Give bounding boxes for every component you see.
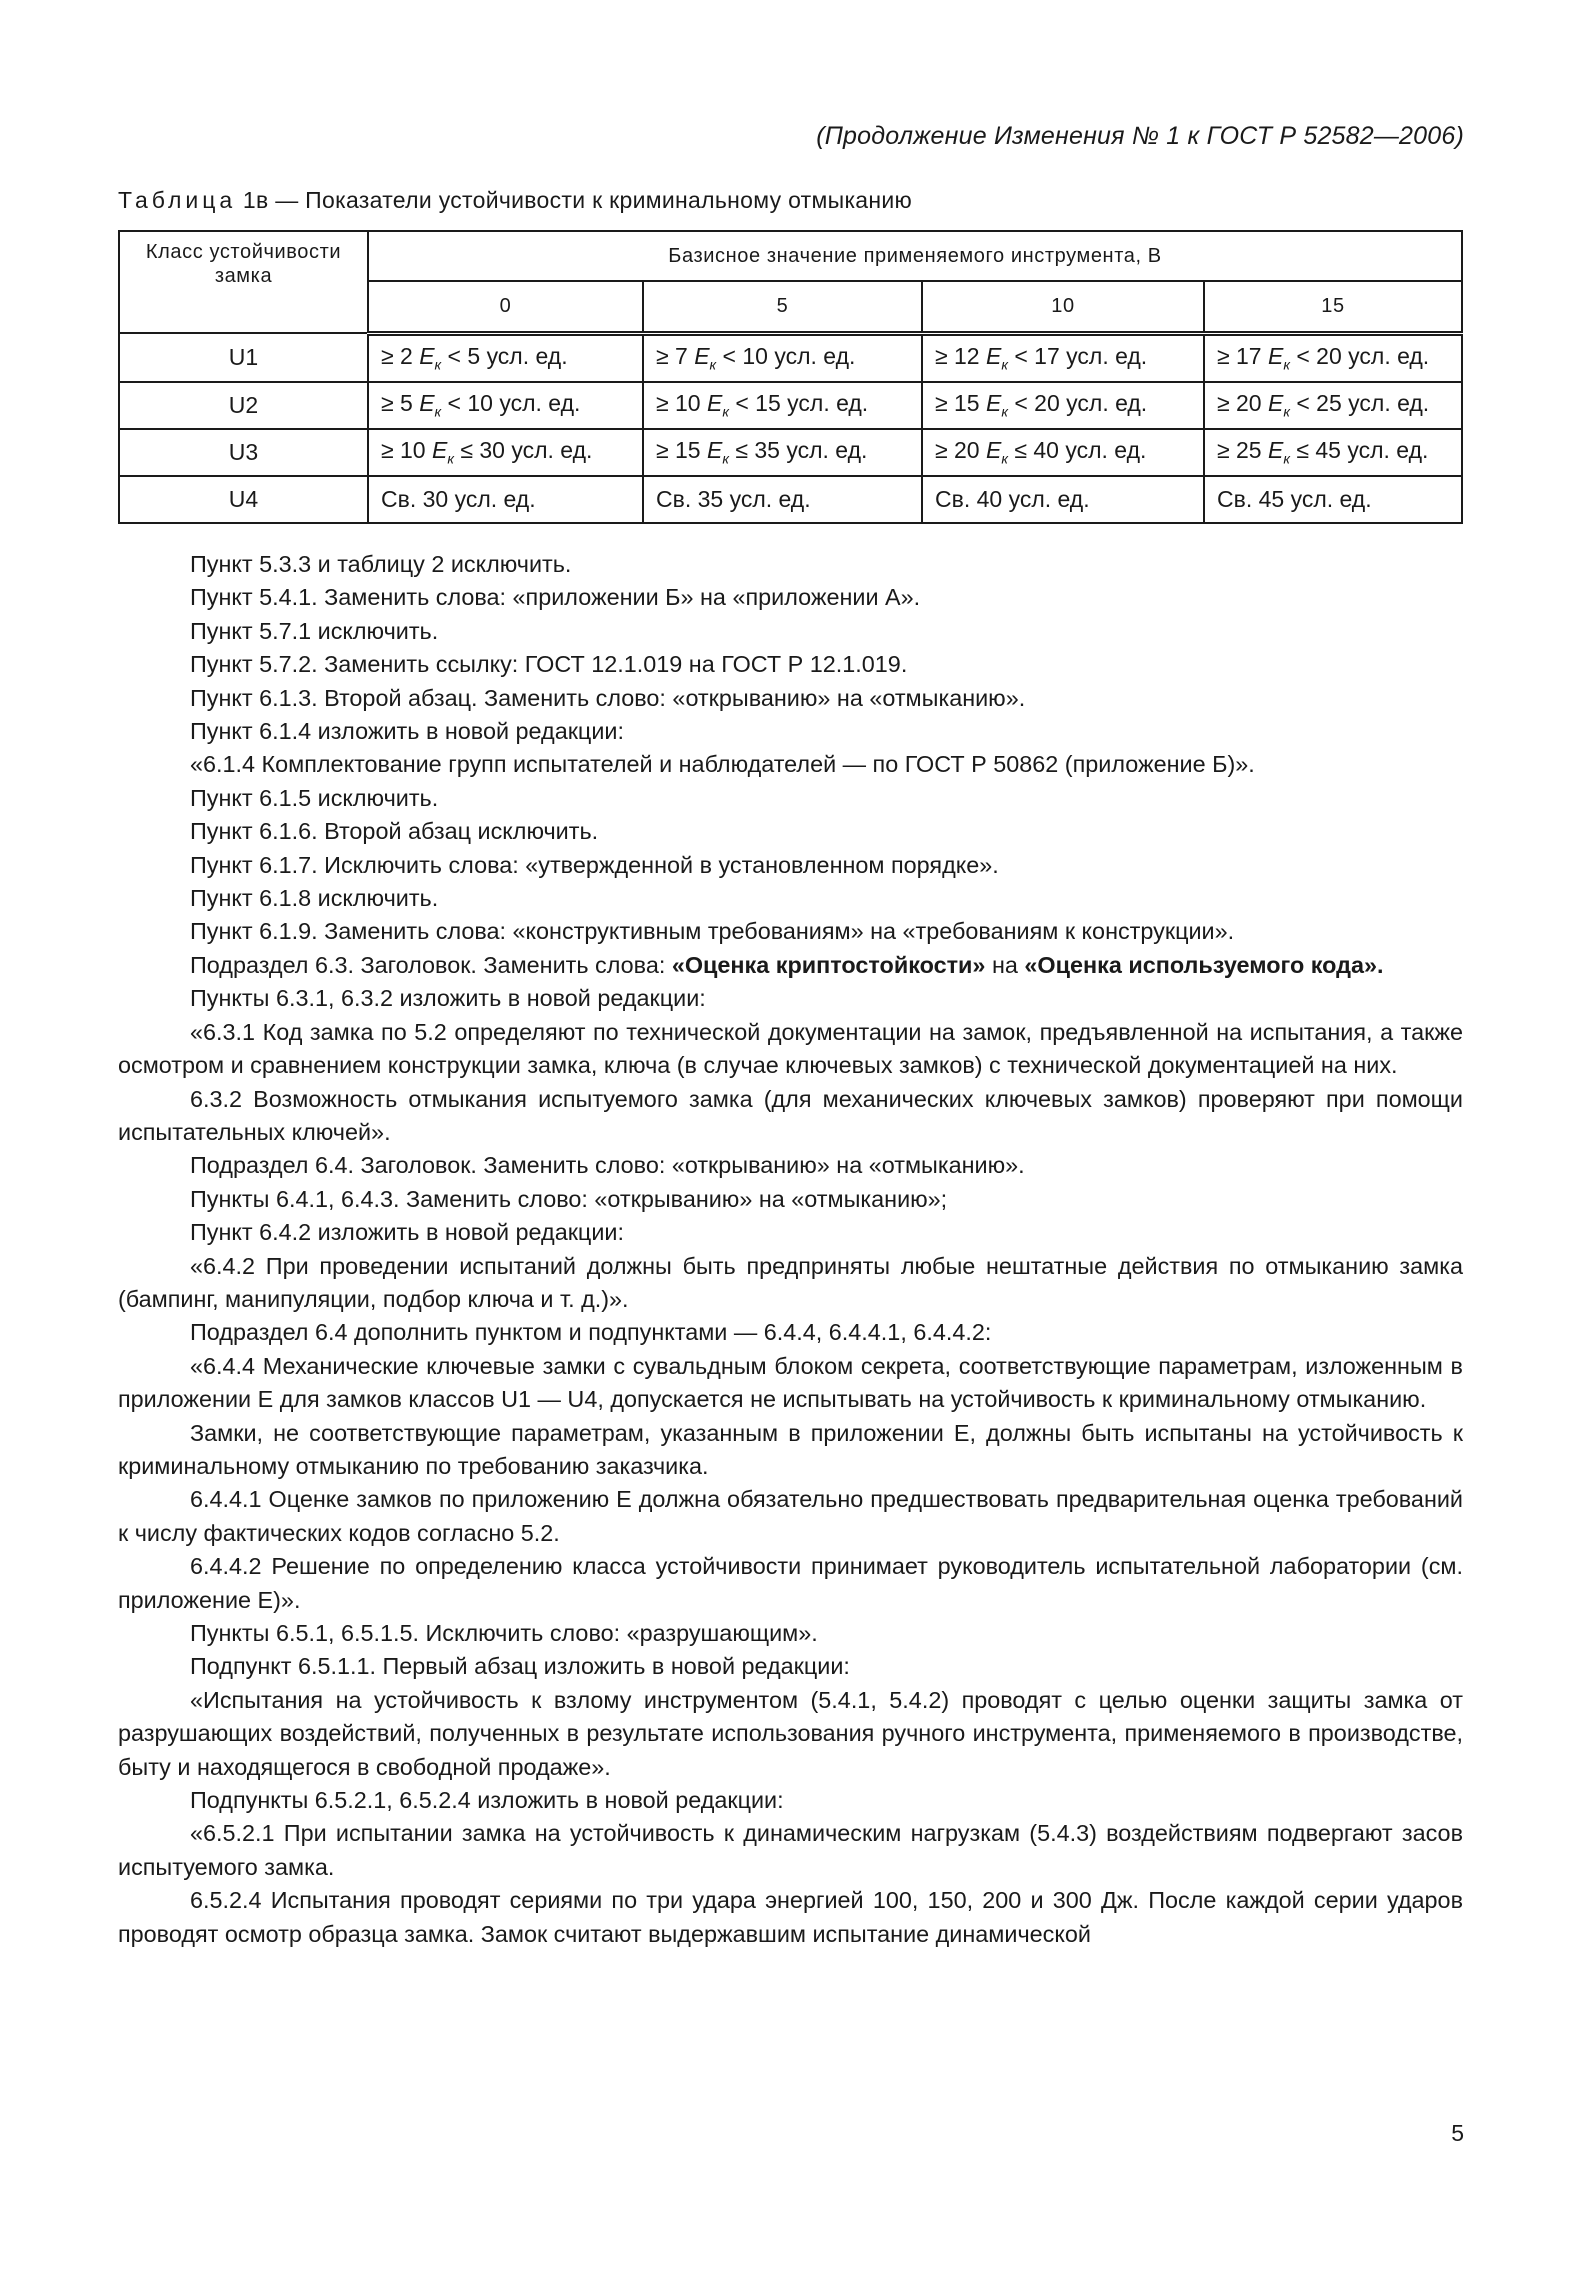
paragraph: «6.4.4 Механические ключевые замки с сувальдным блоком секрета, соответствующие параметрам, изложенным в приложении Е для замков классов U1 — U4, допускается не испытывать на устойчивость к криминальному отмыканию. [118, 1352, 1463, 1413]
paragraph: Пункт 6.1.7. Исключить слова: «утвержденной в установленном порядке». [190, 851, 999, 878]
ek-symbol: $E_к$ [419, 343, 442, 373]
table-cell-value: ≥ 7 $E_к < 10$ усл. ед. [643, 333, 922, 382]
paragraph: «6.1.4 Комплектование групп испытателей и наблюдателей — по ГОСТ Р 50862 (приложение Б)». [190, 751, 1255, 778]
paragraph: Пункт 6.4.2 изложить в новой редакции: [190, 1219, 624, 1246]
table-cell-value: ≥ 2 $E_к < 5$ усл. ед. [368, 333, 643, 382]
table-header-basis-value: 5 [643, 281, 922, 333]
paragraph: Пункт 5.4.1. Заменить слова: «приложении Б» на «приложении А». [190, 584, 921, 611]
paragraph: 6.5.2.4 Испытания проводят сериями по три удара энергией 100, 150, 200 и 300 Дж. После каждой серии ударов проводят осмотр образца замка. Замок считают выдержавшим испытание динамической [118, 1887, 1463, 1947]
table-row [119, 476, 1462, 523]
ek-symbol: $E_к$ [707, 390, 729, 420]
ek-symbol: $E_к$ [986, 390, 1008, 420]
table-caption [118, 187, 912, 214]
table-cell-class: U1 [119, 333, 368, 382]
paragraph: «6.5.2.1 При испытании замка на устойчивость к динамическим нагрузкам (5.4.3) воздействиям подвергают засов испытуемого замка. [118, 1820, 1463, 1880]
paragraph: Пункт 6.1.9. Заменить слова: «конструктивным требованиям» на «требованиям к конструкции». [190, 918, 1235, 945]
paragraph: «Испытания на устойчивость к взлому инструментом (5.4.1, 5.4.2) проводят с целью оценки защиты замка от разрушающих воздействий, полученных в результате использования ручного инструмента, применяемого в производстве, быту и находящегося в свободной продаже». [118, 1686, 1463, 1780]
body-text [118, 548, 1463, 1951]
table-cell-value: Св. 30 усл. ед. [368, 476, 643, 523]
paragraph: Пункт 6.1.8 исключить. [190, 885, 439, 912]
paragraph: «6.3.1 Код замка по 5.2 определяют по технической документации на замок, предъявленной на испытания, а также осмотром и сравнением конструкции замка, ключа (в случае ключевых замков) с технической документацией на них. [118, 1018, 1463, 1079]
table-row [119, 382, 1462, 429]
paragraph: Пункт 5.7.2. Заменить ссылку: ГОСТ 12.1.019 на ГОСТ Р 12.1.019. [190, 651, 908, 678]
paragraph: Замки, не соответствующие параметрам, указанным в приложении Е, должны быть испытаны на устойчивость к криминальному отмыканию по требованию заказчика. [118, 1419, 1463, 1479]
table-cell-value: ≥ 20 $E_к < 25$ усл. ед. [1204, 382, 1462, 429]
table-cell-class: U4 [119, 476, 368, 523]
table-cell-value: ≥ 20 $E_к \le 40$ усл. ед. [922, 429, 1204, 476]
paragraph: Подраздел 6.4 дополнить пунктом и подпунктами — 6.4.4, 6.4.4.1, 6.4.4.2: [190, 1319, 992, 1346]
table-row [119, 333, 1462, 382]
ek-symbol: $E_к$ [707, 437, 729, 467]
table-caption-text: 1в — Показатели устойчивости к криминальному отмыканию [242, 187, 913, 213]
paragraph: Пункт 6.1.5 исключить. [190, 784, 439, 811]
table-cell-class: U2 [119, 382, 368, 429]
paragraph: Пункт 6.1.6. Второй абзац исключить. [190, 818, 599, 845]
table-header-basis: Базисное значение применяемого инструмента, B [368, 231, 1462, 281]
table-cell-value: ≥ 25 $E_к \le 45$ усл. ед. [1204, 429, 1462, 476]
table-cell-value: ≥ 12 $E_к < 17$ усл. ед. [922, 333, 1204, 382]
page-header: (Продолжение Изменения № 1 к ГОСТ Р 52582—2006) [816, 122, 1464, 150]
table-header-class: Класс устойчивости замка [119, 231, 368, 333]
ek-symbol: $E_к$ [986, 343, 1008, 373]
table-caption-word: Таблица [118, 187, 237, 213]
ek-symbol: $E_к$ [1268, 437, 1290, 467]
table-cell-value: ≥ 5 $E_к < 10$ усл. ед. [368, 382, 643, 429]
table-cell-value: ≥ 15 $E_к < 20$ усл. ед. [922, 382, 1204, 429]
ek-symbol: $E_к$ [1268, 343, 1290, 373]
paragraph: 6.4.4.2 Решение по определению класса устойчивости принимает руководитель испытательной лаборатории (см. приложение Е)». [118, 1553, 1463, 1613]
paragraph: Пункт 6.1.3. Второй абзац. Заменить слово: «открыванию» на «отмыканию». [190, 684, 1026, 711]
paragraph: 6.3.2 Возможность отмыкания испытуемого замка (для механических ключевых замков) проверяют при помощи испытательных ключей». [118, 1085, 1463, 1145]
paragraph: Пункт 5.3.3 и таблицу 2 исключить. [190, 551, 572, 577]
ek-symbol: $E_к$ [419, 390, 442, 420]
table-cell-value: ≥ 17 $E_к < 20$ усл. ед. [1204, 333, 1462, 382]
table-header-basis-value: 10 [922, 281, 1204, 333]
table-header-basis-value: 0 [368, 281, 643, 333]
ek-symbol: $E_к$ [986, 437, 1008, 467]
paragraph: Подпункт 6.5.1.1. Первый абзац изложить в новой редакции: [190, 1653, 850, 1680]
paragraph: Подраздел 6.4. Заголовок. Заменить слово: «открыванию» на «отмыканию». [190, 1152, 1025, 1179]
table-header-basis-value: 15 [1204, 281, 1462, 333]
resistance-table [118, 230, 1463, 524]
table-cell-value: Св. 40 усл. ед. [922, 476, 1204, 523]
paragraph: Пункты 6.5.1, 6.5.1.5. Исключить слово: «разрушающим». [190, 1620, 818, 1646]
ek-symbol: $E_к$ [1268, 390, 1290, 420]
table-cell-value: ≥ 10 $E_к \le 30$ усл. ед. [368, 429, 643, 476]
paragraph: Пункт 6.1.4 изложить в новой редакции: [190, 718, 624, 745]
table-cell-value: ≥ 15 $E_к \le 35$ усл. ед. [643, 429, 922, 476]
table-cell-value: ≥ 10 $E_к < 15$ усл. ед. [643, 382, 922, 429]
table-cell-class: U3 [119, 429, 368, 476]
paragraph: 6.4.4.1 Оценке замков по приложению Е должна обязательно предшествовать предварительная оценка требований к числу фактических кодов согласно 5.2. [118, 1486, 1463, 1546]
table-row [119, 429, 1462, 476]
table-cell-value: Св. 45 усл. ед. [1204, 476, 1462, 523]
paragraph: Подраздел 6.3. Заголовок. Заменить слова: «Оценка криптостойкости» на «Оценка используемого кода». [190, 951, 1384, 978]
page-number: 5 [1451, 2120, 1464, 2146]
paragraph: Подпункты 6.5.2.1, 6.5.2.4 изложить в новой редакции: [190, 1787, 784, 1814]
paragraph: Пункты 6.4.1, 6.4.3. Заменить слово: «открыванию» на «отмыканию»; [190, 1185, 948, 1212]
ek-symbol: $E_к$ [432, 437, 454, 467]
paragraph: Пункт 5.7.1 исключить. [190, 617, 439, 644]
paragraph: «6.4.2 При проведении испытаний должны быть предприняты любые нештатные действия по отмыканию замка (бампинг, манипуляции, подбор ключа и т. д.)». [118, 1252, 1463, 1312]
table-cell-value: Св. 35 усл. ед. [643, 476, 922, 523]
paragraph: Пункты 6.3.1, 6.3.2 изложить в новой редакции: [190, 985, 706, 1012]
ek-symbol: $E_к$ [694, 343, 717, 373]
